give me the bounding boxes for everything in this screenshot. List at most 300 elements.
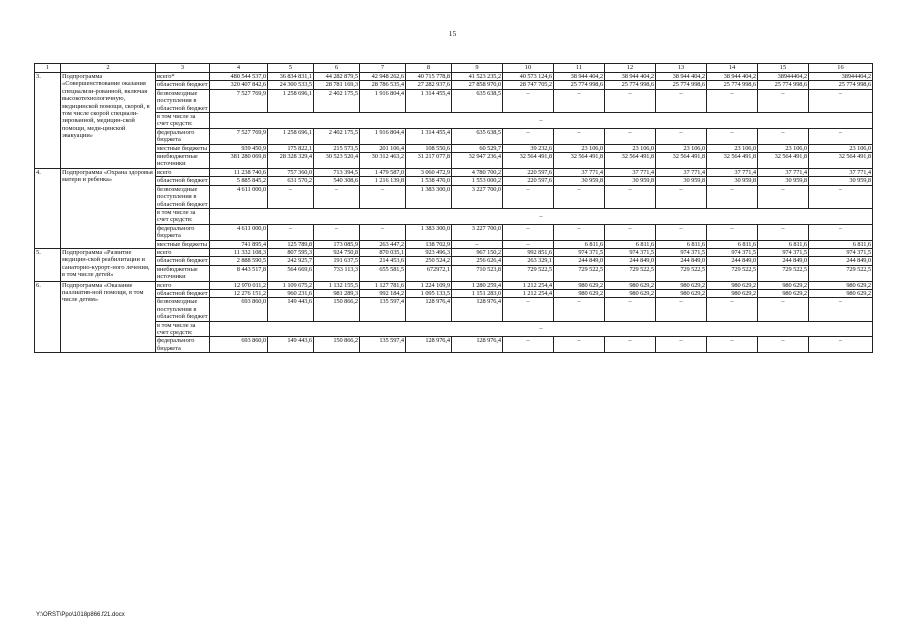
amount-cell: – xyxy=(809,128,873,144)
amount-cell: – xyxy=(314,185,360,208)
amount-cell: 263 447,2 xyxy=(360,240,406,248)
amount-cell: 40 573 124,6 xyxy=(503,73,554,81)
amount-cell: 1 383 300,0 xyxy=(406,224,452,240)
amount-cell: 6 811,6 xyxy=(656,240,707,248)
amount-cell: 729 522,5 xyxy=(758,265,809,281)
amount-cell: 729 522,5 xyxy=(554,265,605,281)
table-row xyxy=(35,240,873,248)
column-number: 1 xyxy=(35,64,61,73)
amount-cell: 729 522,5 xyxy=(707,265,758,281)
subprogram-name: Подпрограмма «Совершенствование оказания специализи-рованной, включая высокотехнологичную, медицинской помощи, скорой, в том числе скорой специали-зированной, медицин-ской помощи, меди-цинской эвакуации» xyxy=(61,73,156,169)
amount-cell: 37 771,4 xyxy=(809,168,873,176)
amount-cell: – xyxy=(314,224,360,240)
amount-cell: 30 959,8 xyxy=(707,177,758,185)
amount-cell: 1 151 283,0 xyxy=(452,289,503,297)
amount-cell: 250 524,2 xyxy=(406,257,452,265)
amount-cell: 11 332 108,3 xyxy=(210,248,268,256)
amount-cell: 974 371,5 xyxy=(707,248,758,256)
amount-cell: 25 774 998,6 xyxy=(758,81,809,89)
table-row xyxy=(35,185,873,208)
amount-cell: 42 948 262,6 xyxy=(360,73,406,81)
column-number: 15 xyxy=(758,64,809,73)
amount-cell: 1 553 000,2 xyxy=(452,177,503,185)
amount-cell: 30 312 463,2 xyxy=(360,153,406,169)
amount-cell: 23 106,0 xyxy=(554,144,605,152)
amount-cell: 980 629,2 xyxy=(605,289,656,297)
amount-cell: – xyxy=(707,298,758,321)
amount-cell: 28 328 329,4 xyxy=(268,153,314,169)
table-row xyxy=(35,248,873,256)
amount-cell: 25 774 998,6 xyxy=(554,81,605,89)
column-number: 12 xyxy=(605,64,656,73)
amount-cell: 37 771,4 xyxy=(656,168,707,176)
amount-cell: 960 231,6 xyxy=(268,289,314,297)
amount-cell: 30 959,8 xyxy=(656,177,707,185)
amount-cell: 244 849,0 xyxy=(707,257,758,265)
amount-cell: 980 629,2 xyxy=(758,281,809,289)
amount-cell: 27 858 970,0 xyxy=(452,81,503,89)
merged-dash-cell: – xyxy=(210,113,873,129)
column-number: 16 xyxy=(809,64,873,73)
amount-cell: 2 888 590,5 xyxy=(210,257,268,265)
amount-cell: – xyxy=(503,185,554,208)
amount-cell: – xyxy=(707,224,758,240)
amount-cell: 32 564 491,8 xyxy=(605,153,656,169)
amount-cell: 4 780 700,2 xyxy=(452,168,503,176)
amount-cell: – xyxy=(554,298,605,321)
amount-cell: 32 564 491,8 xyxy=(707,153,758,169)
amount-cell: 923 496,3 xyxy=(406,248,452,256)
amount-cell: 967 150,2 xyxy=(452,248,503,256)
amount-cell: – xyxy=(554,128,605,144)
amount-cell: 710 523,8 xyxy=(452,265,503,281)
amount-cell: 3 227 700,0 xyxy=(452,185,503,208)
amount-cell: 36 834 831,1 xyxy=(268,73,314,81)
amount-cell: 25 774 998,6 xyxy=(656,81,707,89)
amount-cell: 733 113,3 xyxy=(314,265,360,281)
amount-cell: – xyxy=(656,128,707,144)
amount-cell: 7 527 769,9 xyxy=(210,128,268,144)
amount-cell: 807 595,3 xyxy=(268,248,314,256)
amount-cell: 980 629,2 xyxy=(758,289,809,297)
amount-cell: 220 597,6 xyxy=(503,177,554,185)
table-row xyxy=(35,321,873,337)
amount-cell: 1 224 109,9 xyxy=(406,281,452,289)
funding-source-label: федерального бюджета xyxy=(156,224,210,240)
amount-cell: – xyxy=(758,89,809,112)
funding-source-label: областной бюджет xyxy=(157,81,208,89)
amount-cell: 1 479 587,0 xyxy=(360,168,406,176)
amount-cell: 655 581,5 xyxy=(360,265,406,281)
amount-cell: 37 771,4 xyxy=(605,168,656,176)
amount-cell: 693 860,0 xyxy=(210,337,268,353)
amount-cell: 635 638,5 xyxy=(452,128,503,144)
amount-cell: – xyxy=(758,337,809,353)
funding-source-label: в том числе за счет средств: xyxy=(156,208,210,224)
amount-cell: 6 811,6 xyxy=(809,240,873,248)
amount-cell: – xyxy=(503,240,554,248)
table-row xyxy=(35,298,873,321)
amount-cell: – xyxy=(707,337,758,353)
column-number: 4 xyxy=(210,64,268,73)
amount-cell: 980 629,2 xyxy=(809,281,873,289)
footer-file-path: Y:\ORST\Ppo\1018p866.f21.docx xyxy=(36,612,125,618)
amount-cell: 1 280 259,4 xyxy=(452,281,503,289)
amount-cell: 924 750,8 xyxy=(314,248,360,256)
amount-cell: – xyxy=(809,337,873,353)
amount-cell: 23 106,0 xyxy=(605,144,656,152)
amount-cell: 201 106,4 xyxy=(360,144,406,152)
amount-cell: 564 669,6 xyxy=(268,265,314,281)
amount-cell: 3 227 700,0 xyxy=(452,224,503,240)
amount-cell: 1 258 696,1 xyxy=(268,89,314,112)
table-row xyxy=(35,337,873,353)
amount-cell: 713 394,5 xyxy=(314,168,360,176)
amount-cell: 32 564 491,8 xyxy=(758,153,809,169)
funding-source-label: всего* xyxy=(156,73,210,81)
amount-cell: 980 629,2 xyxy=(707,281,758,289)
amount-cell: – xyxy=(268,224,314,240)
amount-cell: – xyxy=(605,298,656,321)
amount-cell: 244 849,0 xyxy=(554,257,605,265)
amount-cell: 32 564 491,8 xyxy=(554,153,605,169)
table-row xyxy=(35,73,873,81)
column-number: 7 xyxy=(360,64,406,73)
amount-cell: 30 523 520,4 xyxy=(314,153,360,169)
amount-cell: – xyxy=(503,298,554,321)
amount-cell: 128 976,4 xyxy=(452,298,503,321)
amount-cell: 980 629,2 xyxy=(605,281,656,289)
amount-cell: 1 095 133,5 xyxy=(406,289,452,297)
amount-cell: – xyxy=(554,337,605,353)
amount-cell: – xyxy=(656,224,707,240)
amount-cell: – xyxy=(809,89,873,112)
amount-cell: 138 702,9 xyxy=(406,240,452,248)
amount-cell: 30 959,8 xyxy=(809,177,873,185)
column-number: 5 xyxy=(268,64,314,73)
amount-cell: 540 308,6 xyxy=(314,177,360,185)
amount-cell: – xyxy=(656,337,707,353)
amount-cell: 25 774 998,6 xyxy=(707,81,758,89)
amount-cell: 150 866,2 xyxy=(314,337,360,353)
subprogram-name: Подпрограмма «Охрана здоровья матери и ребенка» xyxy=(61,168,156,248)
column-number: 13 xyxy=(656,64,707,73)
amount-cell: 135 597,4 xyxy=(360,298,406,321)
amount-cell: 38 944 404,2 xyxy=(707,73,758,81)
amount-cell: 220 597,6 xyxy=(503,168,554,176)
amount-cell: 30 959,8 xyxy=(605,177,656,185)
amount-cell: 980 629,2 xyxy=(554,289,605,297)
amount-cell: 191 637,5 xyxy=(314,257,360,265)
amount-cell: 939 450,9 xyxy=(210,144,268,152)
amount-cell: 32 564 491,8 xyxy=(503,153,554,169)
amount-cell: 6 811,6 xyxy=(707,240,758,248)
amount-cell: 128 976,4 xyxy=(406,337,452,353)
amount-cell: – xyxy=(503,89,554,112)
amount-cell: 974 371,5 xyxy=(809,248,873,256)
amount-cell: 242 925,7 xyxy=(268,257,314,265)
section-number: 3. xyxy=(35,73,61,169)
merged-dash-cell: – xyxy=(210,208,873,224)
merged-dash-cell: – xyxy=(210,321,873,337)
amount-cell: – xyxy=(758,298,809,321)
funding-source-label: областной бюджет xyxy=(157,257,208,265)
section-number: 5. xyxy=(35,248,61,281)
amount-cell: 40 715 778,8 xyxy=(406,73,452,81)
column-number: 2 xyxy=(61,64,156,73)
amount-cell: 4 611 000,0 xyxy=(210,224,268,240)
amount-cell: 30 959,8 xyxy=(554,177,605,185)
funding-source-label: внебюджетные источники xyxy=(156,153,210,169)
amount-cell: – xyxy=(605,224,656,240)
amount-cell: 631 570,2 xyxy=(268,177,314,185)
amount-cell: 6 811,6 xyxy=(554,240,605,248)
table-row xyxy=(35,113,873,129)
amount-cell: 263 329,1 xyxy=(503,257,554,265)
amount-cell: – xyxy=(758,185,809,208)
funding-source-label: всего xyxy=(156,281,210,289)
amount-cell: 2 402 175,5 xyxy=(314,128,360,144)
amount-cell: – xyxy=(656,185,707,208)
amount-cell: 38 944 404,2 xyxy=(605,73,656,81)
amount-cell: 981 289,3 xyxy=(314,289,360,297)
amount-cell: 729 522,5 xyxy=(605,265,656,281)
amount-cell: 149 443,6 xyxy=(268,298,314,321)
column-number-row xyxy=(35,64,873,73)
funding-source-label: внебюджетные источники xyxy=(156,265,210,281)
amount-cell: 3 060 472,9 xyxy=(406,168,452,176)
amount-cell: 28 786 535,4 xyxy=(360,81,406,89)
amount-cell: – xyxy=(605,185,656,208)
amount-cell: – xyxy=(605,89,656,112)
amount-cell: 37 771,4 xyxy=(707,168,758,176)
amount-cell: – xyxy=(656,89,707,112)
table-row xyxy=(35,81,873,89)
table-row xyxy=(35,208,873,224)
amount-cell: 980 629,2 xyxy=(707,289,758,297)
amount-cell: 1 127 781,6 xyxy=(360,281,406,289)
funding-source-label: всего xyxy=(156,248,210,256)
amount-cell: – xyxy=(503,128,554,144)
amount-cell: 32 564 491,8 xyxy=(656,153,707,169)
funding-source-label: областной бюджет xyxy=(157,177,208,185)
amount-cell: 8 443 517,8 xyxy=(210,265,268,281)
funding-source-label: федерального бюджета xyxy=(156,337,210,353)
amount-cell: 980 629,2 xyxy=(554,281,605,289)
amount-cell: – xyxy=(605,337,656,353)
amount-cell: 974 371,5 xyxy=(554,248,605,256)
amount-cell: 12 276 151,2 xyxy=(210,289,268,297)
amount-cell: 244 849,0 xyxy=(605,257,656,265)
funding-source-label: безвозмездные поступления в областной бюджет xyxy=(157,298,208,321)
amount-cell: 128 976,4 xyxy=(406,298,452,321)
amount-cell: – xyxy=(360,224,406,240)
amount-cell: 150 866,2 xyxy=(314,298,360,321)
column-number: 9 xyxy=(452,64,503,73)
amount-cell: 5 885 845,2 xyxy=(210,177,268,185)
amount-cell: – xyxy=(809,185,873,208)
amount-cell: 27 282 937,6 xyxy=(406,81,452,89)
amount-cell: 1 916 804,4 xyxy=(360,89,406,112)
amount-cell: 1 212 254,4 xyxy=(503,281,554,289)
amount-cell: 6 811,6 xyxy=(758,240,809,248)
amount-cell: 23 106,0 xyxy=(707,144,758,152)
amount-cell: 980 629,2 xyxy=(656,289,707,297)
amount-cell: 128 976,4 xyxy=(452,337,503,353)
amount-cell: 37 771,4 xyxy=(554,168,605,176)
amount-cell: 1 258 696,1 xyxy=(268,128,314,144)
amount-cell: 1 916 804,4 xyxy=(360,128,406,144)
amount-cell: 38 944 404,2 xyxy=(656,73,707,81)
amount-cell: 38 944 404,2 xyxy=(554,73,605,81)
amount-cell: 23 106,0 xyxy=(758,144,809,152)
amount-cell: – xyxy=(503,337,554,353)
table-body xyxy=(35,64,873,353)
amount-cell: 38944404,2 xyxy=(758,73,809,81)
amount-cell: 28 747 705,2 xyxy=(503,81,554,89)
table-row xyxy=(35,168,873,176)
amount-cell: 2 402 175,5 xyxy=(314,89,360,112)
table-row xyxy=(35,257,873,265)
amount-cell: 741 895,4 xyxy=(210,240,268,248)
amount-cell: 37 771,4 xyxy=(758,168,809,176)
column-number: 6 xyxy=(314,64,360,73)
amount-cell: 1 314 455,4 xyxy=(406,89,452,112)
amount-cell: 12 970 011,2 xyxy=(210,281,268,289)
amount-cell: – xyxy=(758,128,809,144)
amount-cell: 672972,1 xyxy=(406,265,452,281)
amount-cell: 25 774 998,6 xyxy=(605,81,656,89)
amount-cell: 23 106,0 xyxy=(809,144,873,152)
amount-cell: 980 629,2 xyxy=(656,281,707,289)
funding-source-label: безвозмездные поступления в областной бюджет xyxy=(157,185,208,208)
amount-cell: 149 443,6 xyxy=(268,337,314,353)
amount-cell: 1 132 155,5 xyxy=(314,281,360,289)
amount-cell: 480 544 537,0 xyxy=(210,73,268,81)
amount-cell: 44 282 879,5 xyxy=(314,73,360,81)
amount-cell: – xyxy=(758,224,809,240)
amount-cell: 729 522,5 xyxy=(809,265,873,281)
column-number: 10 xyxy=(503,64,554,73)
table-row xyxy=(35,289,873,297)
amount-cell: – xyxy=(707,89,758,112)
funding-source-label: местные бюджеты xyxy=(156,240,210,248)
amount-cell: 7 527 769,9 xyxy=(210,89,268,112)
amount-cell: 6 811,6 xyxy=(605,240,656,248)
amount-cell: 135 597,4 xyxy=(360,337,406,353)
table-row xyxy=(35,265,873,281)
amount-cell: – xyxy=(809,298,873,321)
amount-cell: 30 959,8 xyxy=(758,177,809,185)
funding-source-label: всего xyxy=(156,168,210,176)
amount-cell: 729 522,5 xyxy=(503,265,554,281)
amount-cell: 175 822,1 xyxy=(268,144,314,152)
amount-cell: 38944404,2 xyxy=(809,73,873,81)
amount-cell: 381 280 069,8 xyxy=(210,153,268,169)
amount-cell: – xyxy=(360,185,406,208)
amount-cell: – xyxy=(268,185,314,208)
amount-cell: 244 849,0 xyxy=(758,257,809,265)
amount-cell: – xyxy=(452,240,503,248)
column-number: 11 xyxy=(554,64,605,73)
amount-cell: 108 550,6 xyxy=(406,144,452,152)
amount-cell: 32 564 491,8 xyxy=(809,153,873,169)
amount-cell: – xyxy=(503,224,554,240)
amount-cell: 173 085,9 xyxy=(314,240,360,248)
amount-cell: 635 638,5 xyxy=(452,89,503,112)
column-number: 14 xyxy=(707,64,758,73)
amount-cell: 974 371,5 xyxy=(656,248,707,256)
amount-cell: 28 781 169,3 xyxy=(314,81,360,89)
section-number: 6. xyxy=(35,281,61,353)
amount-cell: 31 217 077,8 xyxy=(406,153,452,169)
amount-cell: 125 789,8 xyxy=(268,240,314,248)
amount-cell: 32 947 236,4 xyxy=(452,153,503,169)
amount-cell: 1 538 470,0 xyxy=(406,177,452,185)
amount-cell: – xyxy=(656,298,707,321)
table-row xyxy=(35,177,873,185)
amount-cell: 320 407 842,6 xyxy=(210,81,268,89)
subprogram-name: Подпрограмма «Развитие медицин-ской реабилитации и санаторно-курорт-ного лечения, в том числе детей» xyxy=(61,248,156,281)
budget-table xyxy=(34,63,873,353)
table-row xyxy=(35,144,873,152)
amount-cell: 1 109 675,2 xyxy=(268,281,314,289)
amount-cell: – xyxy=(554,224,605,240)
amount-cell: 974 371,5 xyxy=(758,248,809,256)
amount-cell: 39 232,6 xyxy=(503,144,554,152)
column-number: 8 xyxy=(406,64,452,73)
amount-cell: 1 383 300,0 xyxy=(406,185,452,208)
section-number: 4. xyxy=(35,168,61,248)
amount-cell: 256 626,4 xyxy=(452,257,503,265)
table-row xyxy=(35,281,873,289)
column-number: 3 xyxy=(156,64,210,73)
funding-source-label: безвозмездные поступления в областной бюджет xyxy=(157,89,208,112)
amount-cell: – xyxy=(554,185,605,208)
amount-cell: 4 611 000,0 xyxy=(210,185,268,208)
subprogram-name: Подпрограмма «Оказание паллиатив-ной помощи, в том числе детям» xyxy=(61,281,156,353)
amount-cell: 980 629,2 xyxy=(809,289,873,297)
page-number: 15 xyxy=(448,29,457,38)
amount-cell: 1 314 455,4 xyxy=(406,128,452,144)
amount-cell: 693 860,0 xyxy=(210,298,268,321)
amount-cell: – xyxy=(707,128,758,144)
amount-cell: – xyxy=(809,224,873,240)
amount-cell: – xyxy=(605,128,656,144)
amount-cell: 974 371,5 xyxy=(605,248,656,256)
amount-cell: 992 851,6 xyxy=(503,248,554,256)
amount-cell: 992 184,2 xyxy=(360,289,406,297)
amount-cell: 870 035,1 xyxy=(360,248,406,256)
funding-source-label: в том числе за счет средств: xyxy=(156,113,210,129)
amount-cell: – xyxy=(554,89,605,112)
amount-cell: 1 212 254,4 xyxy=(503,289,554,297)
funding-source-label: местные бюджеты xyxy=(156,144,210,152)
amount-cell: – xyxy=(707,185,758,208)
amount-cell: 244 849,0 xyxy=(809,257,873,265)
table-row xyxy=(35,224,873,240)
table-row xyxy=(35,128,873,144)
amount-cell: 1 216 139,8 xyxy=(360,177,406,185)
amount-cell: 41 523 235,2 xyxy=(452,73,503,81)
amount-cell: 244 849,0 xyxy=(656,257,707,265)
amount-cell: 23 106,0 xyxy=(656,144,707,152)
amount-cell: 729 522,5 xyxy=(656,265,707,281)
table-row xyxy=(35,89,873,112)
amount-cell: 25 774 998,6 xyxy=(809,81,873,89)
amount-cell: 24 300 533,5 xyxy=(268,81,314,89)
amount-cell: 11 238 740,6 xyxy=(210,168,268,176)
